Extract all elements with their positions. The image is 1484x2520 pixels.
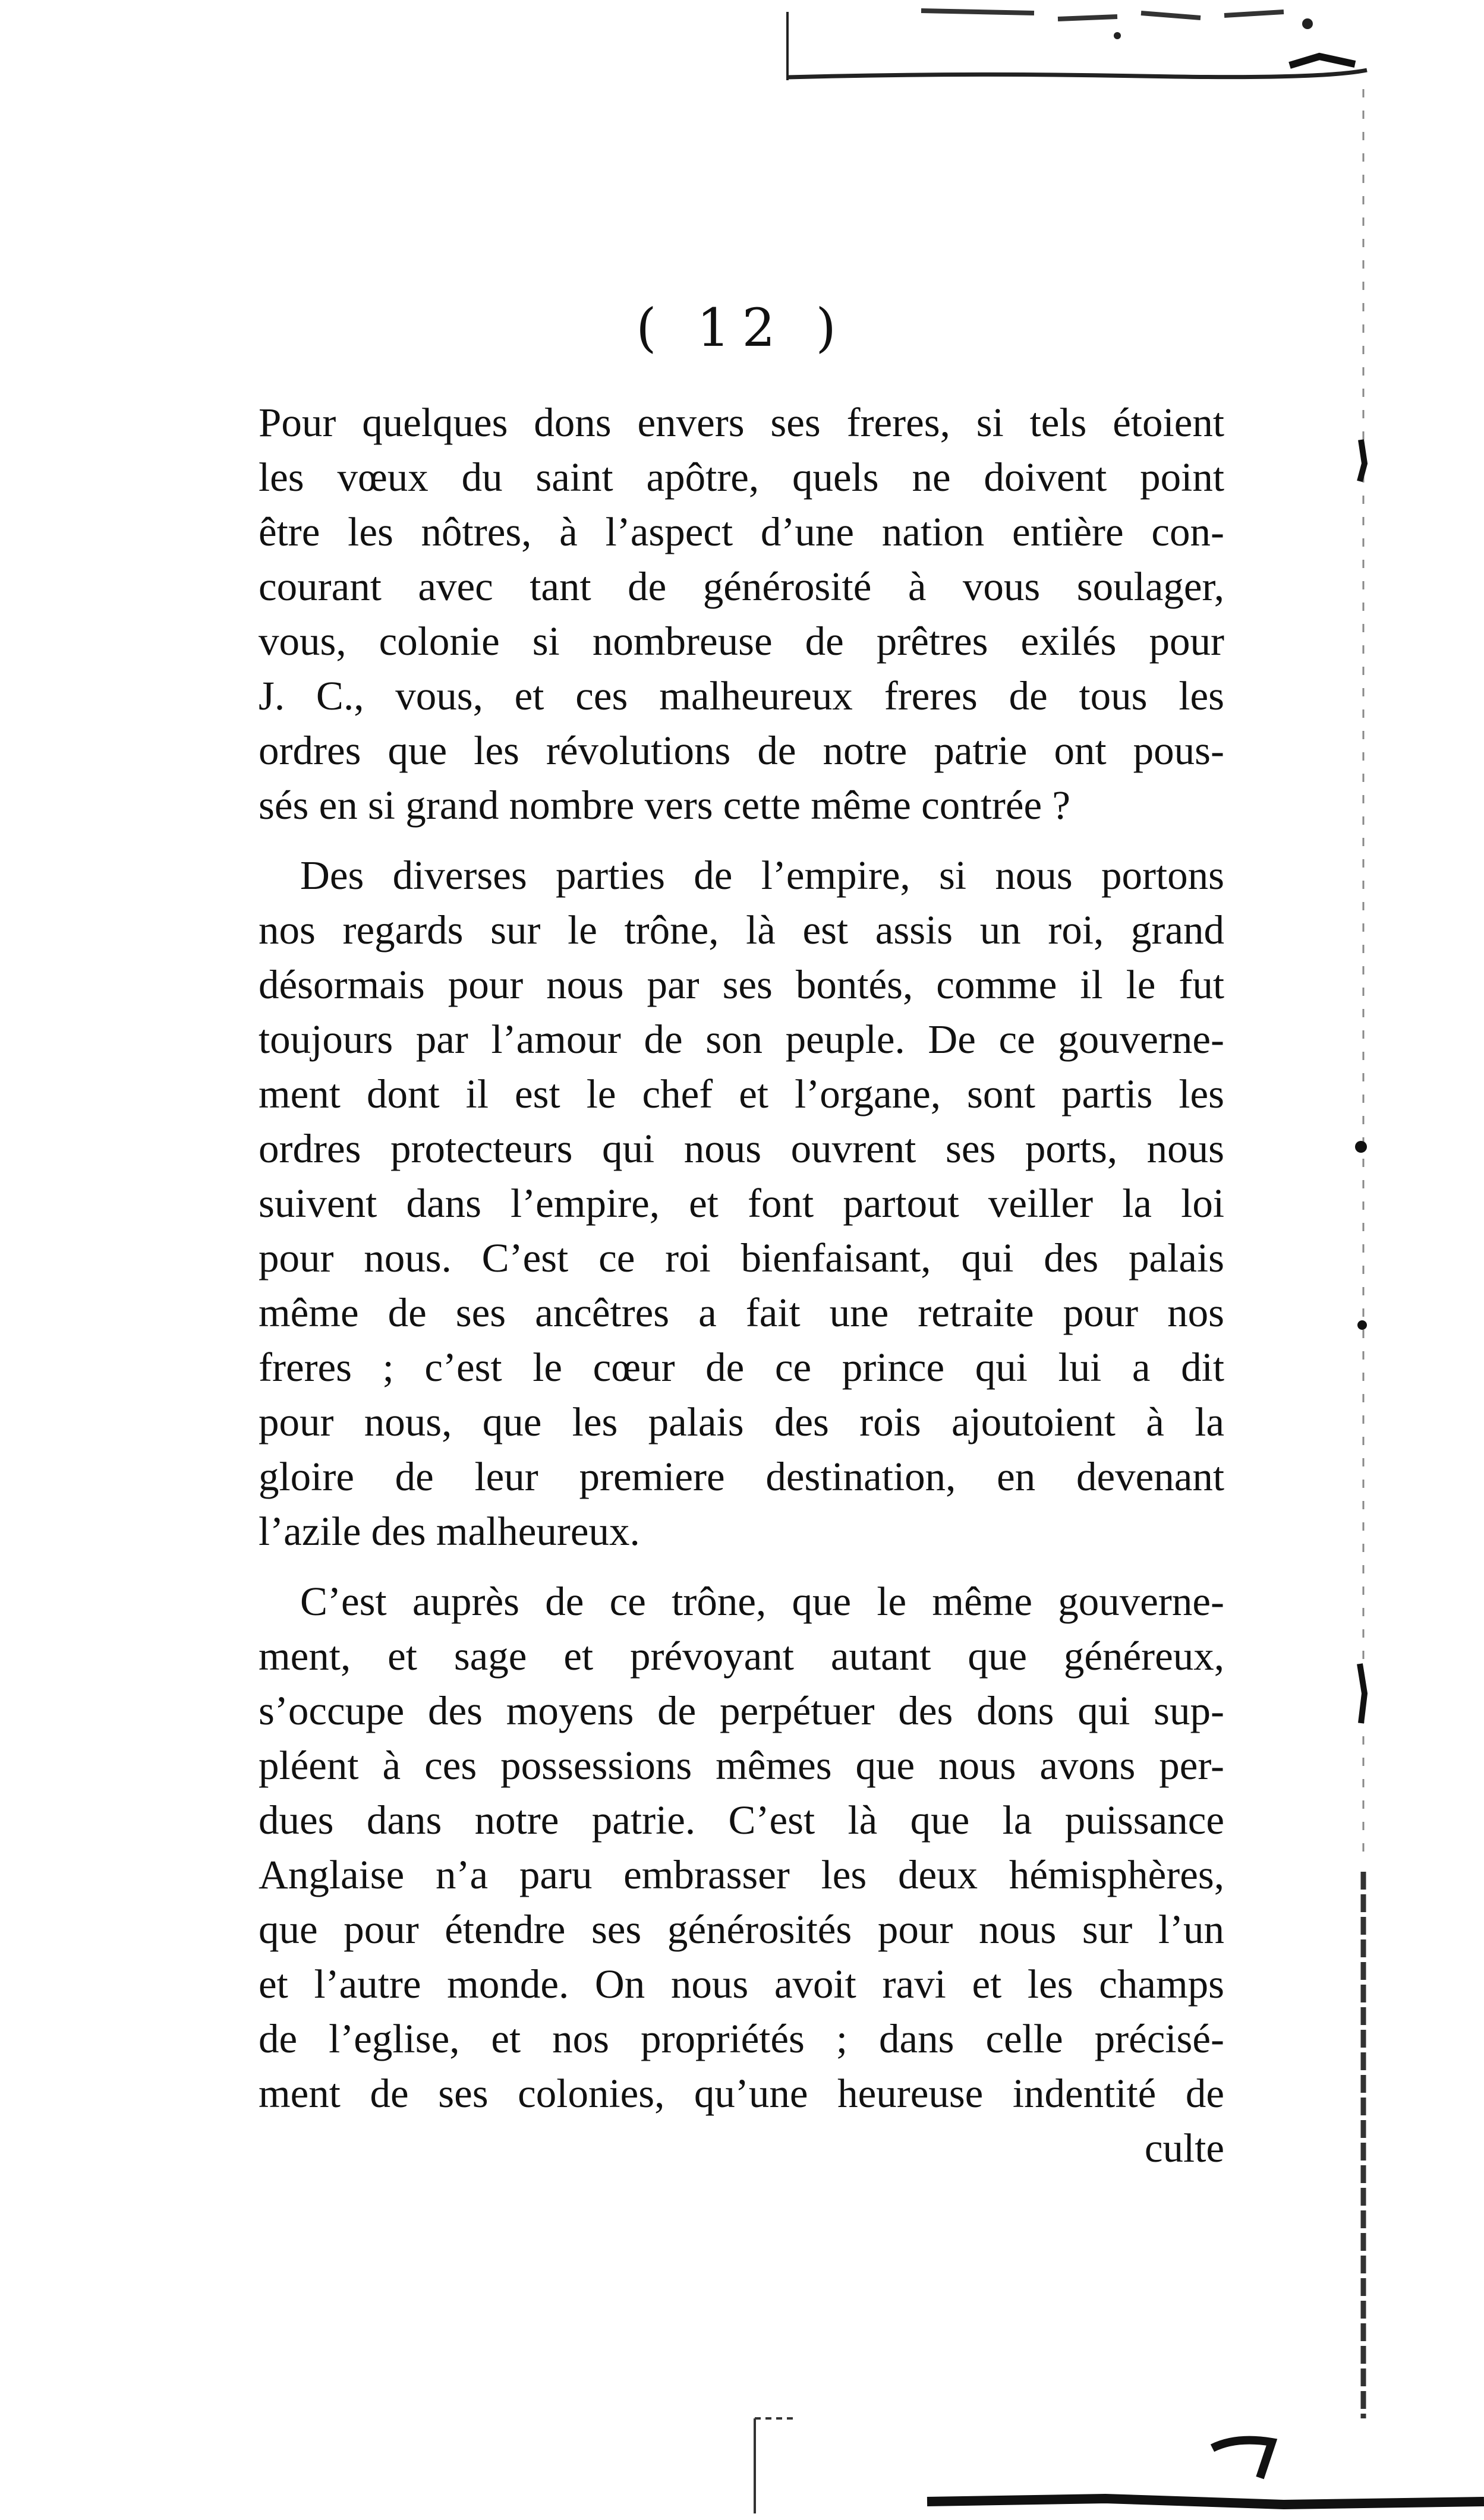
text-line: Anglaise n’a paru embrasser les deux hémisphères, — [259, 1852, 1224, 1897]
paragraph — [259, 848, 1224, 1559]
text-line: pléent à ces possessions mêmes que nous avons per- — [259, 1743, 1224, 1788]
text-line: J. C., vous, et ces malheureux freres de tous les — [259, 673, 1224, 718]
page-number: ( 12 ) — [636, 297, 848, 358]
text-line: pour nous. C’est ce roi bienfaisant, qui des palais — [259, 1235, 1224, 1280]
text-line: ment de ses colonies, qu’une heureuse indentité de — [259, 2071, 1224, 2116]
scan-edge-top — [784, 0, 1379, 89]
paragraph — [259, 395, 1224, 832]
text-line: Des diverses parties de l’empire, si nous portons — [300, 853, 1224, 898]
text-line: toujours par l’amour de son peuple. De ce gouverne- — [259, 1017, 1224, 1062]
text-line: et l’autre monde. On nous avoit ravi et les champs — [259, 1961, 1224, 2007]
body-text — [259, 395, 1224, 2175]
text-line: désormais pour nous par ses bontés, comme il le fut — [259, 962, 1224, 1007]
text-line: C’est auprès de ce trône, que le même gouverne- — [300, 1579, 1224, 1624]
text-line: courant avec tant de générosité à vous soulager, — [259, 564, 1224, 609]
text-line: dues dans notre patrie. C’est là que la puissance — [259, 1797, 1224, 1843]
text-line: gloire de leur premiere destination, en devenant — [259, 1454, 1224, 1499]
text-line: être les nôtres, à l’aspect d’une nation entière con- — [259, 509, 1224, 554]
text-line: l’azile des malheureux. — [259, 1509, 640, 1554]
text-line: ment, et sage et prévoyant autant que généreux, — [259, 1633, 1224, 1679]
text-line: pour nous, que les palais des rois ajoutoient à la — [259, 1399, 1224, 1444]
scan-edge-bottom — [749, 2412, 1484, 2520]
text-line: freres ; c’est le cœur de ce prince qui lui a dit — [259, 1345, 1224, 1390]
text-line: de l’eglise, et nos propriétés ; dans celle précisé- — [259, 2016, 1224, 2061]
text-line: sés en si grand nombre vers cette même contrée ? — [259, 783, 1071, 828]
text-line: même de ses ancêtres a fait une retraite pour nos — [259, 1290, 1224, 1335]
text-line: ment dont il est le chef et l’organe, sont partis les — [259, 1071, 1224, 1117]
text-line: que pour étendre ses générosités pour nous sur l’un — [259, 1907, 1224, 1952]
text-line: les vœux du saint apôtre, quels ne doivent point — [259, 455, 1224, 500]
text-line: Pour quelques dons envers ses freres, si tels étoient — [259, 400, 1224, 445]
text-line: ordres que les révolutions de notre patrie ont pous- — [259, 728, 1224, 773]
catchword: culte — [1144, 2125, 1224, 2171]
text-line: s’occupe des moyens de perpétuer des dons qui sup- — [259, 1688, 1224, 1733]
text-line: ordres protecteurs qui nous ouvrent ses ports, nous — [259, 1126, 1224, 1171]
text-line: suivent dans l’empire, et font partout veiller la loi — [259, 1181, 1224, 1226]
text-line: vous, colonie si nombreuse de prêtres exilés pour — [259, 619, 1224, 664]
text-line: nos regards sur le trône, là est assis un roi, grand — [259, 907, 1224, 953]
scan-edge-right — [1325, 0, 1414, 2520]
paragraph — [259, 1574, 1224, 2121]
